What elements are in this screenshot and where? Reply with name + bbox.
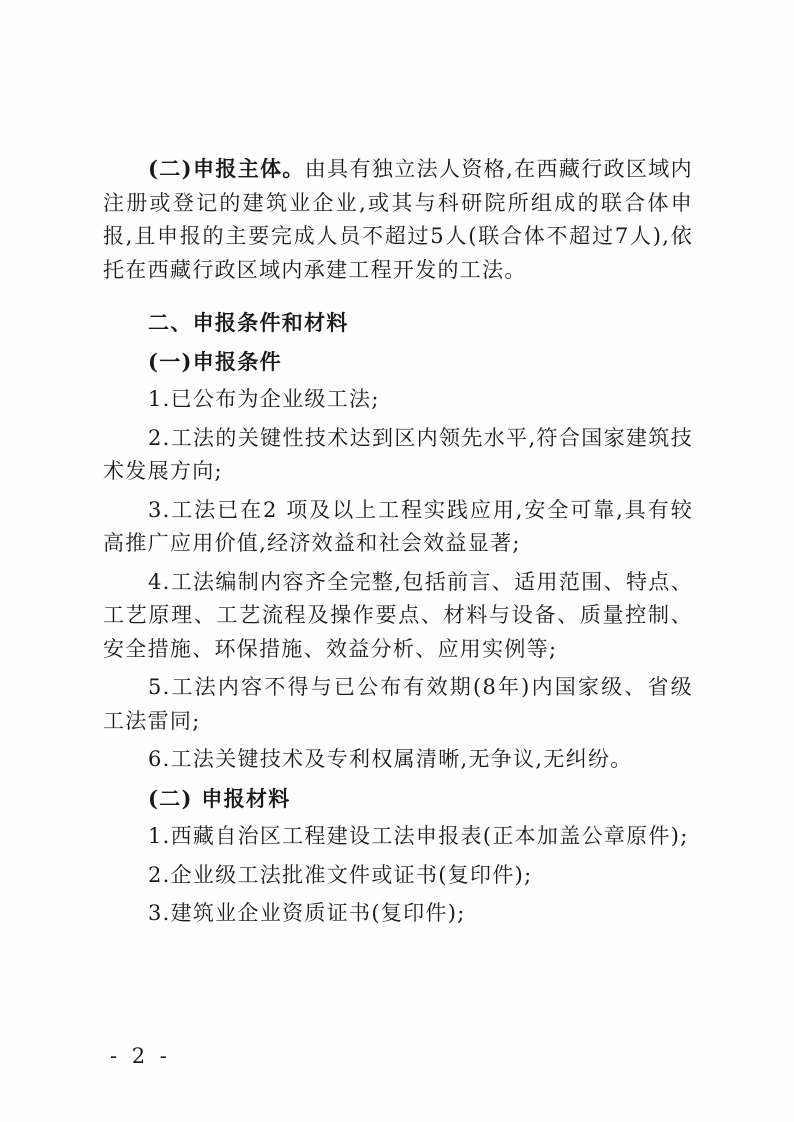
condition-item: 5.工法内容不得与已公布有效期(8年)内国家级、省级工法雷同;	[103, 675, 693, 733]
condition-item: 4.工法编制内容齐全完整,包括前言、适用范围、特点、工艺原理、工艺流程及操作要点、材料与设备、质量控制、安全措施、环保措施、效益分析、应用实例等;	[103, 569, 693, 661]
condition-item: 1.已公布为企业级工法;	[148, 387, 380, 411]
condition-item: 3.工法已在2 项及以上工程实践应用,安全可靠,具有较高推广应用价值,经济效益和社会效益显著;	[103, 497, 693, 555]
conditions-title: (一)申报条件	[148, 348, 282, 374]
section-2	[103, 306, 693, 936]
paragraph-applicant	[103, 152, 693, 287]
applicant-heading: (二)申报主体。	[148, 156, 305, 181]
material-item: 3.建筑业企业资质证书(复印件);	[148, 901, 466, 925]
applicant-text	[103, 152, 693, 287]
section-2-title: 二、申报条件和材料	[148, 310, 349, 335]
material-item: 2.企业级工法批准文件或证书(复印件);	[148, 862, 533, 887]
condition-item: 2.工法的关键性技术达到区内领先水平,符合国家建筑技术发展方向;	[103, 425, 693, 483]
material-item: 1.西藏自治区工程建设工法申报表(正本加盖公章原件);	[148, 824, 689, 848]
materials-title: (二) 申报材料	[148, 785, 291, 811]
page-number: - 2 -	[110, 1044, 171, 1068]
applicant-body: 由具有独立法人资格,在西藏行政区域内注册或登记的建筑业企业,或其与科研院所组成的联合体申报,且申报的主要完成人员不超过5人(联合体不超过7人),依托在西藏行政区域内承建工程开发的工法。	[103, 157, 693, 282]
condition-item: 6.工法关键技术及专利权属清晰,无争议,无纠纷。	[148, 747, 633, 771]
